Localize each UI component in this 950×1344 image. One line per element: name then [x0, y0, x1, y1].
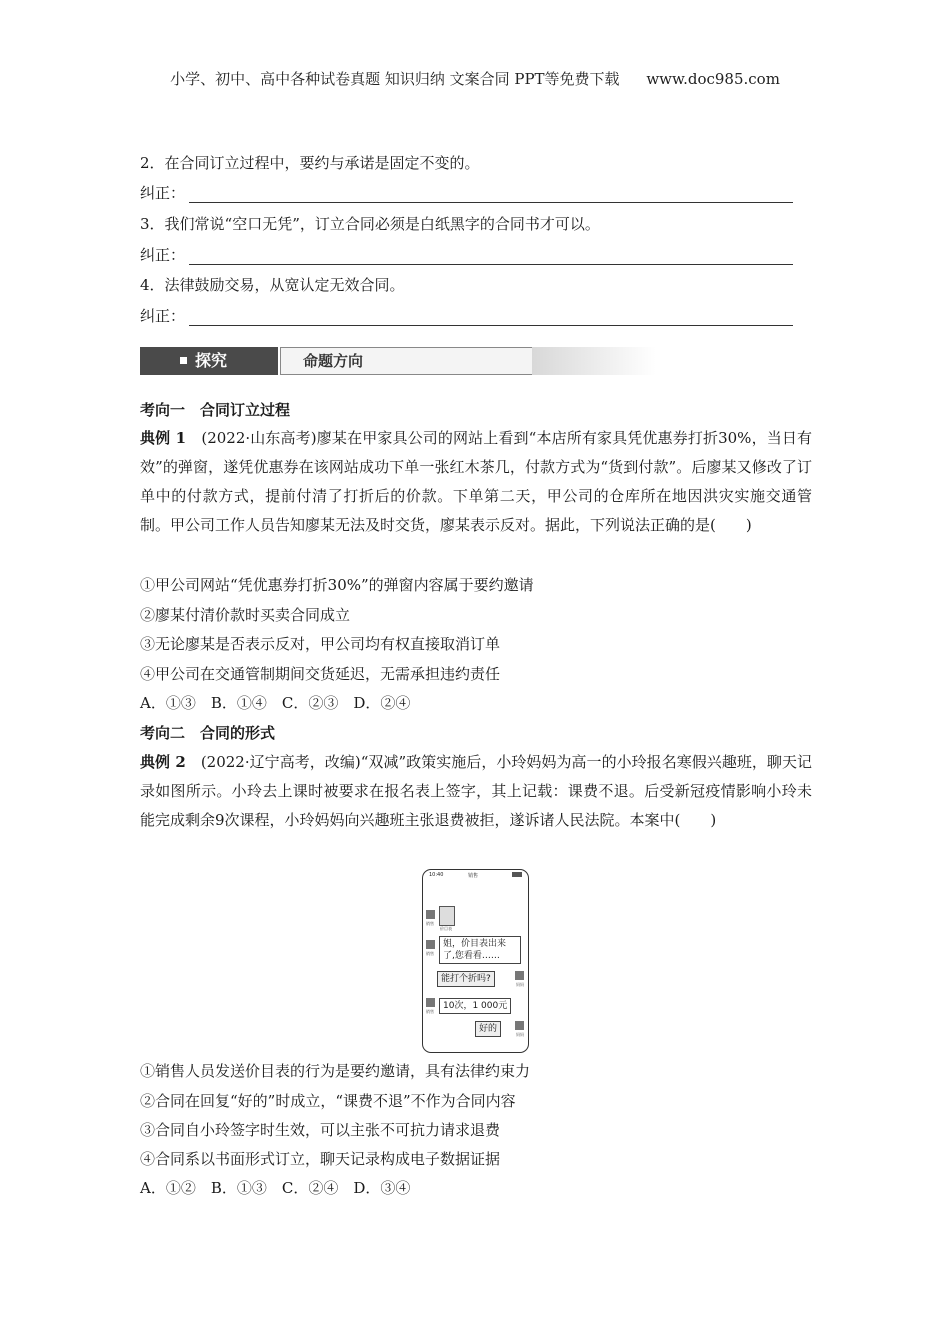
- ex1-option-1: ①甲公司网站“凭优惠券打折30%”的弹窗内容属于要约邀请: [140, 576, 534, 594]
- section-banner: [140, 344, 516, 378]
- chat-message-4: 好的: [475, 1021, 501, 1037]
- correction-label: 纠正：: [140, 246, 186, 264]
- section1-title: 考向一 合同订立过程: [140, 401, 291, 419]
- correction-label: 纠正：: [140, 184, 186, 202]
- answer-line[interactable]: [189, 324, 793, 326]
- example-label: 典例 1: [140, 429, 187, 447]
- ex2-option-4: ④合同系以书面形式订立，聊天记录构成电子数据证据: [140, 1150, 501, 1168]
- mom-avatar: [515, 971, 524, 980]
- correction-4[interactable]: [140, 305, 793, 326]
- header-site[interactable]: www.doc985.com: [646, 70, 780, 88]
- ex2-option-1: ①销售人员发送价目表的行为是要约邀请，具有法律约束力: [140, 1062, 531, 1080]
- ex2-choices: A．①② B．①③ C．②④ D．③④: [140, 1179, 411, 1197]
- ex2-option-3: ③合同自小玲签字时生效，可以主张不可抗力请求退费: [140, 1121, 501, 1139]
- battery-icon: [512, 872, 522, 877]
- example-text: (2022·山东高考)廖某在甲家具公司的网站上看到“本店所有家具凭优惠券打折30%，当日有效”的弹窗，遂凭优惠券在该网站成功下单一张红木茶几，付款方式为“货到付款”。后廖某又修改了订单中的付款方式，提前付清了打折后的价款。下单第二天，甲公司的仓库所在地因洪灾实施交通管制。甲公司工作人员告知廖某无法及时交货，廖某表示反对。据此，下列说法正确的是( ): [140, 429, 812, 534]
- example-2: [140, 748, 812, 835]
- chat-message-3: 10次，1 000元: [439, 998, 511, 1014]
- banner-explore: 探究: [140, 347, 278, 375]
- ex1-option-2: ②廖某付清价款时买卖合同成立: [140, 606, 351, 624]
- ex2-option-2: ②合同在回复“好的”时成立，“课费不退”不作为合同内容: [140, 1092, 516, 1110]
- chat-message-1: 姐，价目表出来了,您看看……: [439, 936, 521, 964]
- file-icon: [439, 906, 455, 926]
- correction-2[interactable]: [140, 182, 793, 203]
- page-header: [0, 68, 950, 89]
- ex1-option-3: ③无论廖某是否表示反对，甲公司均有权直接取消订单: [140, 635, 501, 653]
- sales-avatar: [426, 998, 435, 1007]
- sales-avatar: [426, 910, 435, 919]
- sales-avatar: [426, 940, 435, 949]
- example-label: 典例 2: [140, 753, 186, 771]
- example-text: (2022·辽宁高考，改编)“双减”政策实施后，小玲妈妈为高一的小玲报名寒假兴趣班，聊天记录如图所示。小玲去上课时被要求在报名表上签字，其上记载：课费不退。后受新冠疫情影响小玲未能完成剩余9次课程，小玲妈妈向兴趣班主张退费被拒，遂诉诸人民法院。本案中( ): [140, 753, 812, 829]
- ex1-choices: A．①③ B．①④ C．②③ D．②④: [140, 694, 411, 712]
- ex1-option-4: ④甲公司在交通管制期间交货延迟，无需承担违约责任: [140, 665, 501, 683]
- correction-3[interactable]: [140, 244, 793, 265]
- header-text: 小学、初中、高中各种试卷真题 知识归纳 文案合同 PPT等免费下载: [170, 70, 620, 88]
- question-4: 4．法律鼓励交易，从宽认定无效合同。: [140, 276, 405, 294]
- example-1: [140, 424, 812, 540]
- question-3: 3．我们常说“空口无凭”，订立合同必须是白纸黑字的合同书才可以。: [140, 215, 600, 233]
- question-2: 2．在合同订立过程中，要约与承诺是固定不变的。: [140, 154, 480, 172]
- square-icon: [180, 357, 187, 364]
- mom-avatar: [515, 1021, 524, 1030]
- chat-phone-image: 10:40 销售 销售 价目表 销售 姐，价目表出来了,您看看…… 能打个折吗? 妈妈 销售 10次，1 000元 好的 妈妈: [422, 869, 529, 1053]
- banner-fade: [532, 347, 656, 375]
- answer-line[interactable]: [189, 263, 793, 265]
- chat-message-2: 能打个折吗?: [437, 971, 495, 987]
- correction-label: 纠正：: [140, 307, 186, 325]
- banner-direction: 命题方向: [280, 347, 534, 375]
- section2-title: 考向二 合同的形式: [140, 724, 276, 742]
- answer-line[interactable]: [189, 201, 793, 203]
